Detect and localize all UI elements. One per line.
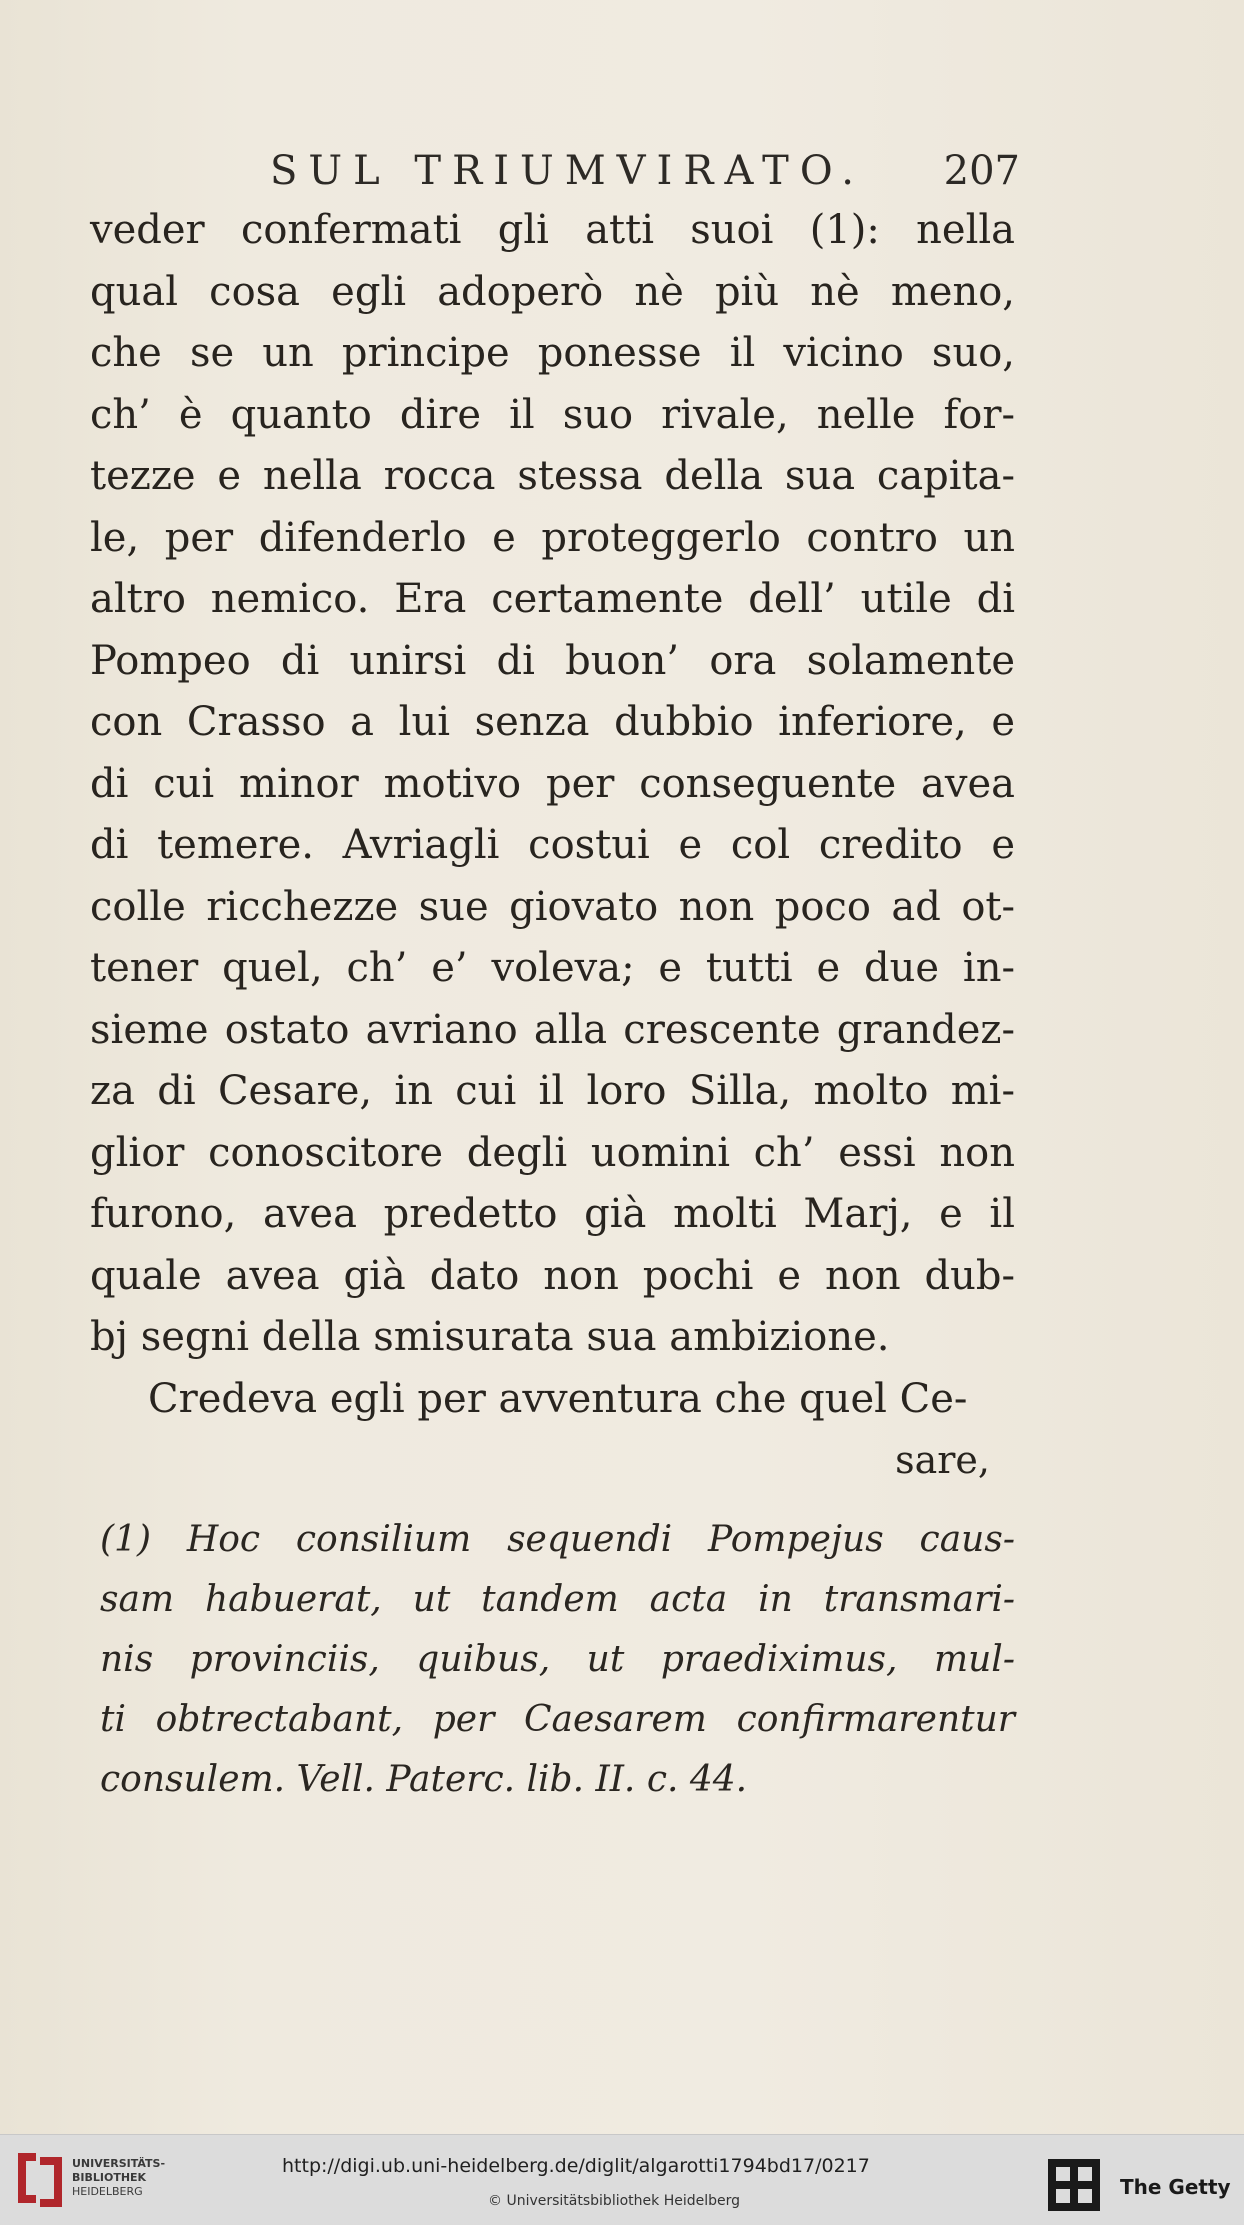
body-text [90, 200, 1015, 1490]
getty-name: The Getty [1120, 2175, 1231, 2199]
ub-heidelberg-logo-icon [14, 2149, 66, 2215]
text-line: colle ricchezze sue giovato non poco ad ot- [90, 883, 1015, 930]
library-name-line: HEIDELBERG [72, 2185, 143, 2198]
page-header [90, 148, 1020, 198]
text-line: glior conoscitore degli uomini ch’ essi non [90, 1129, 1015, 1176]
footnote-line: sam habuerat, ut tandem acta in transmari- [100, 1579, 1015, 1620]
text-line: za di Cesare, in cui il loro Silla, molto mi- [90, 1068, 1015, 1114]
viewer-footer [0, 2134, 1244, 2225]
text-line: le, per difenderlo e proteggerlo contro un [90, 514, 1015, 561]
running-title: SUL TRIUMVIRATO. [270, 148, 866, 194]
text-line: altro nemico. Era certamente dell’ utile di [90, 576, 1015, 622]
text-line-paragraph-start: Credeva egli per avventura che quel Ce- [148, 1375, 968, 1422]
permalink-url[interactable]: http://digi.ub.uni-heidelberg.de/diglit/algarotti1794bd17/0217 [282, 2155, 870, 2177]
text-line: tener quel, ch’ e’ voleva; e tutti e due in- [90, 945, 1015, 991]
text-line: furono, avea predetto già molti Marj, e il [90, 1191, 1015, 1237]
text-line: Pompeo di unirsi di buon’ ora solamente [90, 637, 1015, 684]
getty-logo-icon [1046, 2157, 1102, 2217]
text-line: ch’ è quanto dire il suo rivale, nelle for- [90, 391, 1015, 438]
text-line: che se un principe ponesse il vicino suo, [90, 330, 1015, 376]
text-line: veder confermati gli atti suoi (1): nella [90, 207, 1015, 253]
text-line: qual cosa egli adoperò nè più nè meno, [90, 268, 1015, 315]
text-line: con Crasso a lui senza dubbio inferiore, e [90, 699, 1015, 745]
text-line: di cui minor motivo per conseguente avea [90, 760, 1015, 807]
footnote-line: consulem. Vell. Paterc. lib. II. c. 44. [100, 1759, 748, 1800]
text-line: sieme ostato avriano alla crescente grandez- [90, 1006, 1015, 1053]
footnote [100, 1510, 1015, 1810]
library-name-line: BIBLIOTHEK [72, 2171, 147, 2184]
text-line: tezze e nella rocca stessa della sua capita- [90, 453, 1015, 499]
footnote-line: (1) Hoc consilium sequendi Pompejus caus- [100, 1519, 1015, 1560]
copyright-notice: © Universitätsbibliothek Heidelberg [488, 2193, 741, 2209]
text-line: bj segni della smisurata sua ambizione. [90, 1314, 890, 1360]
text-line: di temere. Avriagli costui e col credito e [90, 822, 1015, 868]
library-name-line: UNIVERSITÄTS- [72, 2157, 166, 2170]
page-number: 207 [943, 148, 1020, 194]
footnote-line: ti obtrectabant, per Caesarem confirmarentur [100, 1699, 1015, 1740]
catchword: sare, [895, 1438, 990, 1482]
footnote-line: nis provinciis, quibus, ut praediximus, mul- [100, 1639, 1015, 1680]
library-name [72, 2157, 192, 2199]
text-line: quale avea già dato non pochi e non dub- [90, 1252, 1015, 1299]
